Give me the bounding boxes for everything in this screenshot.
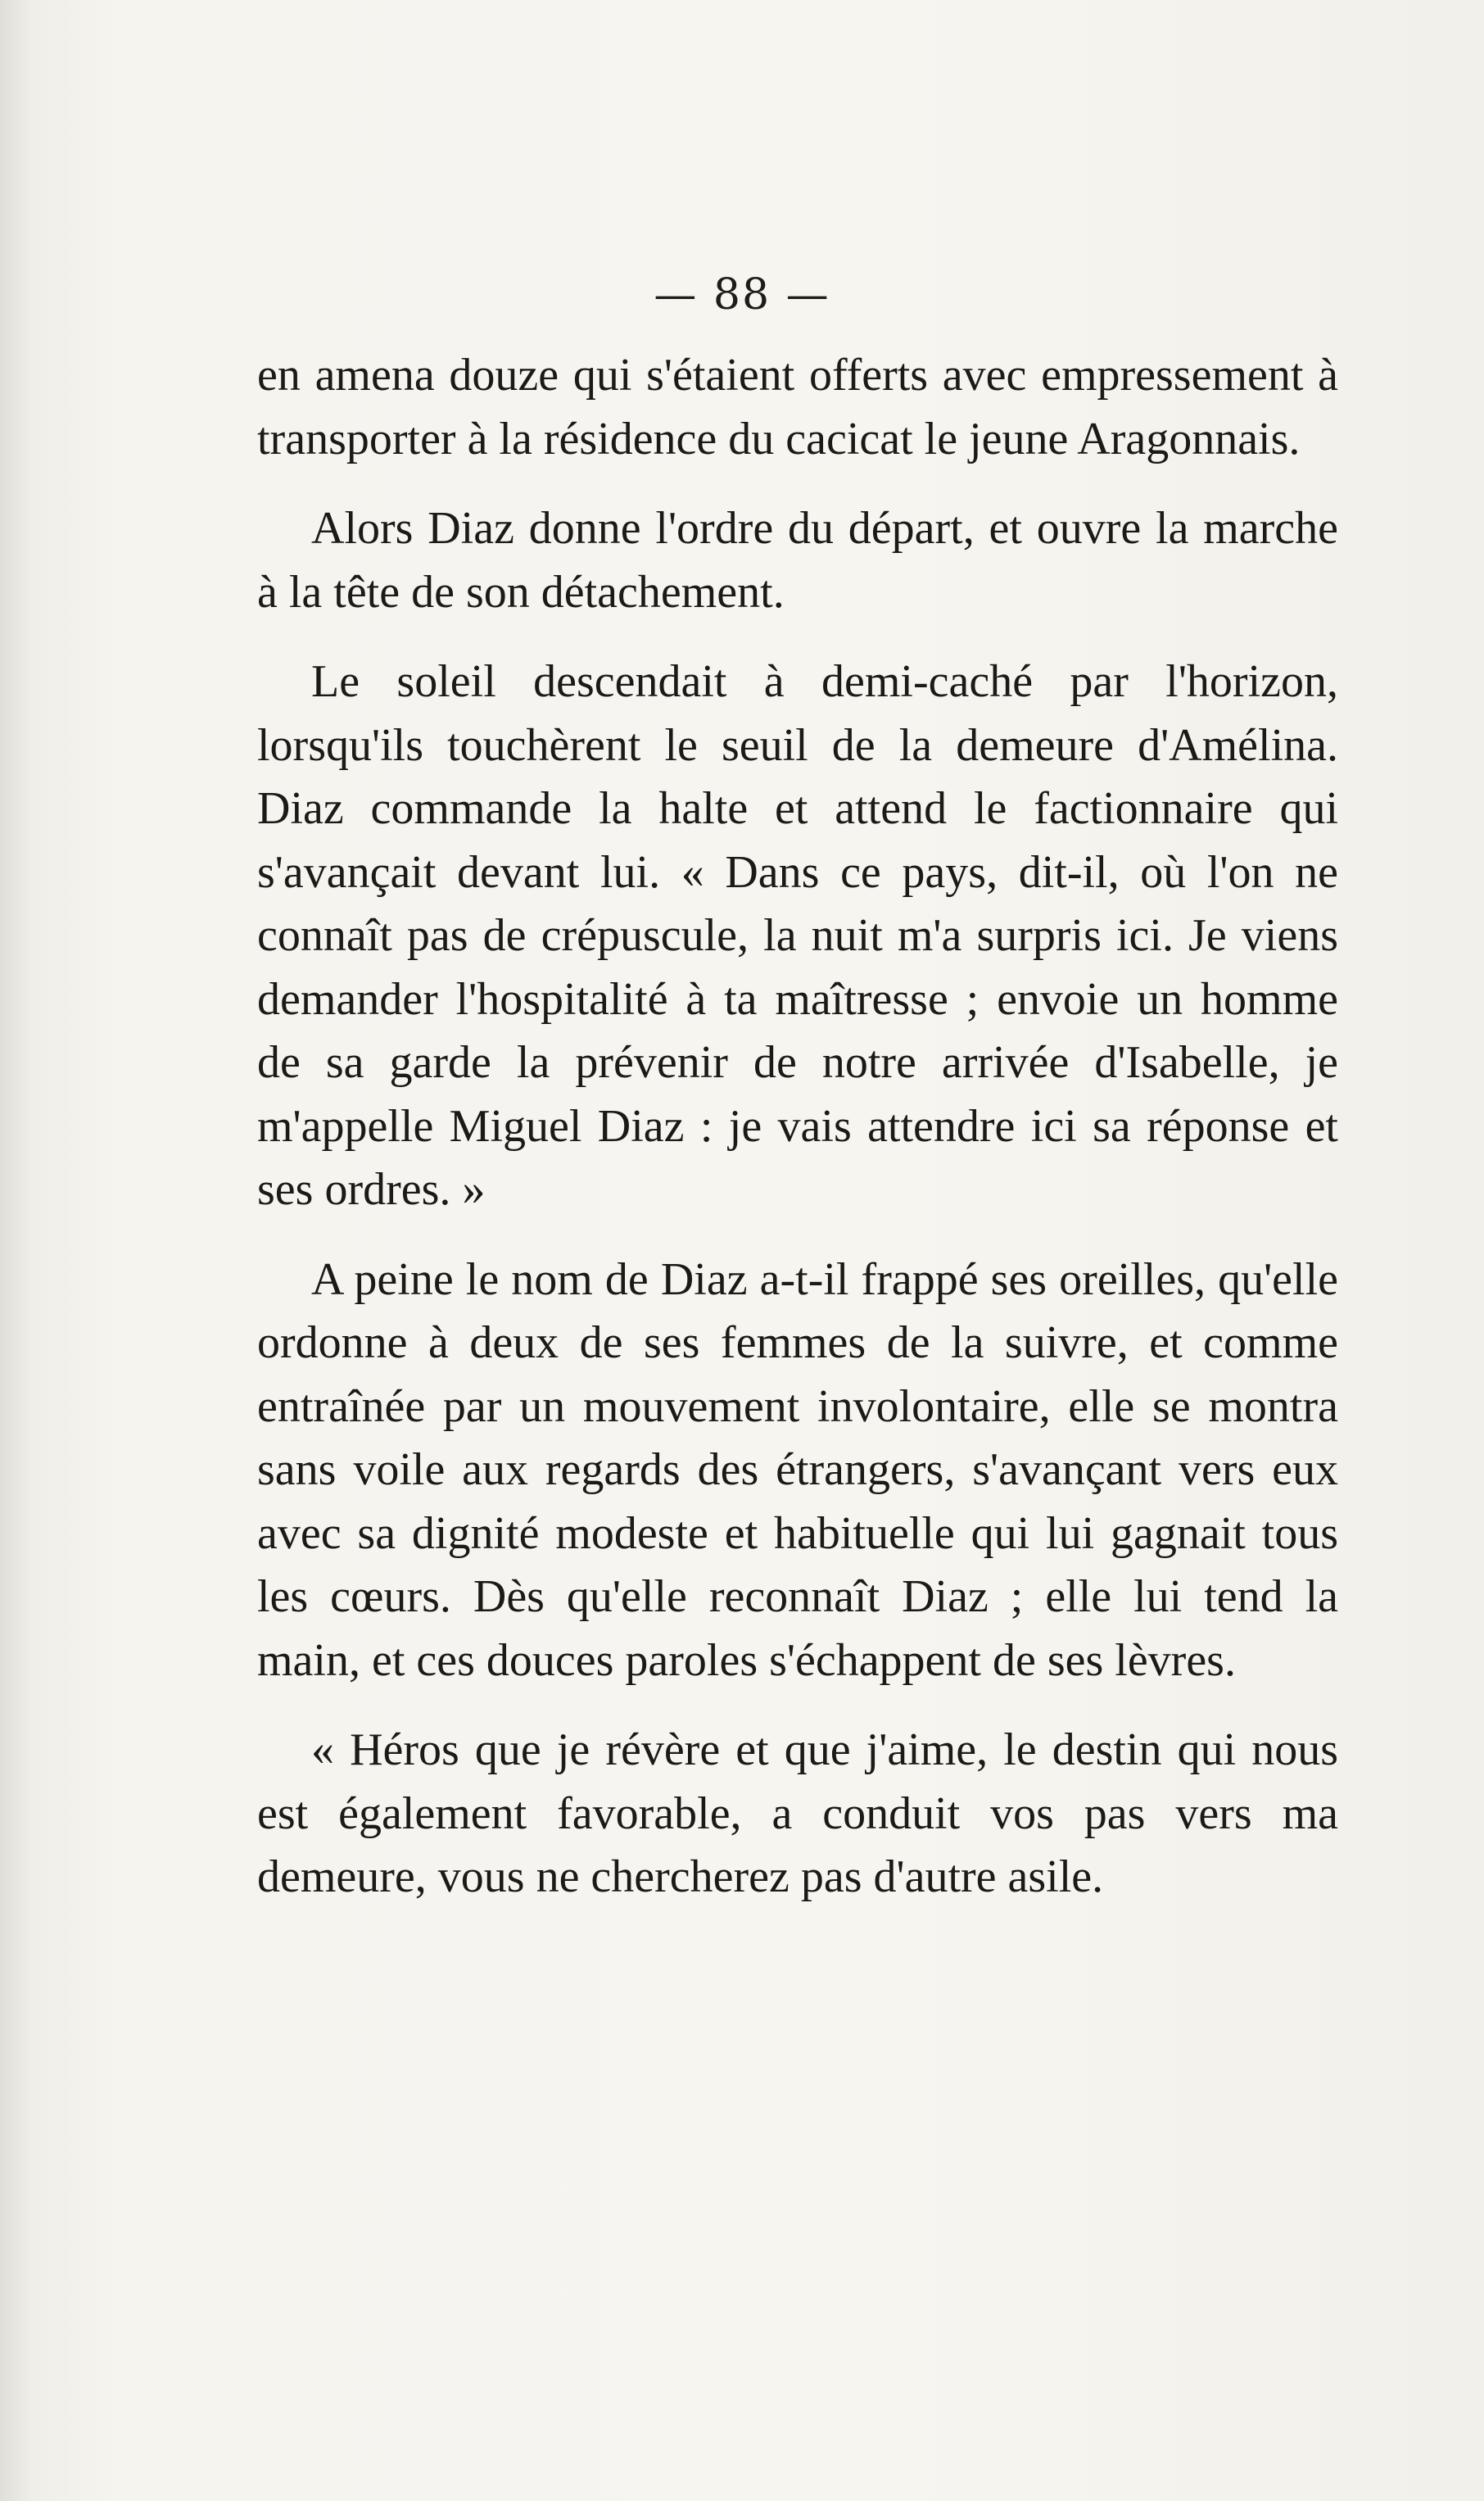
paragraph: Le soleil descendait à demi-caché par l'horizon, lorsqu'ils touchèrent le seuil de la demeure d'Amélina. Diaz commande la halte et attend le factionnaire qui s'avançait devant lui. « Dans ce pays, dit-il, où l'on ne connaît pas de crépuscule, la nuit m'a surpris ici. Je viens demander l'hospitalité à ta maîtresse ; envoie un homme de sa garde la prévenir de notre arrivée d'Isabelle, je m'appelle Miguel Diaz : je vais attendre ici sa réponse et ses ordres. » (257, 656, 1338, 1215)
page-number: — 88 — (654, 270, 830, 319)
paragraph: « Héros que je révère et que j'aime, le destin qui nous est également favorable, a conduit vos pas vers ma demeure, vous ne chercherez pas d'autre asile. (257, 1724, 1338, 1902)
paragraph: A peine le nom de Diaz a-t-il frappé ses oreilles, qu'elle ordonne à deux de ses femmes de la suivre, et comme entraînée par un mouvement involontaire, elle se montra sans voile aux regards des étrangers, s'avançant vers eux avec sa dignité modeste et habituelle qui lui gagnait tous les cœurs. Dès qu'elle reconnaît Diaz ; elle lui tend la main, et ces douces paroles s'échappent de ses lèvres. (257, 1253, 1338, 1686)
paragraph: Alors Diaz donne l'ordre du départ, et ouvre la marche à la tête de son détachement. (257, 503, 1338, 618)
body-text (257, 344, 1338, 1910)
page-gutter-shadow (0, 0, 33, 2501)
paragraph: en amena douze qui s'étaient offerts avec empressement à transporter à la résidence du cacicat le jeune Aragonnais. (257, 350, 1338, 464)
